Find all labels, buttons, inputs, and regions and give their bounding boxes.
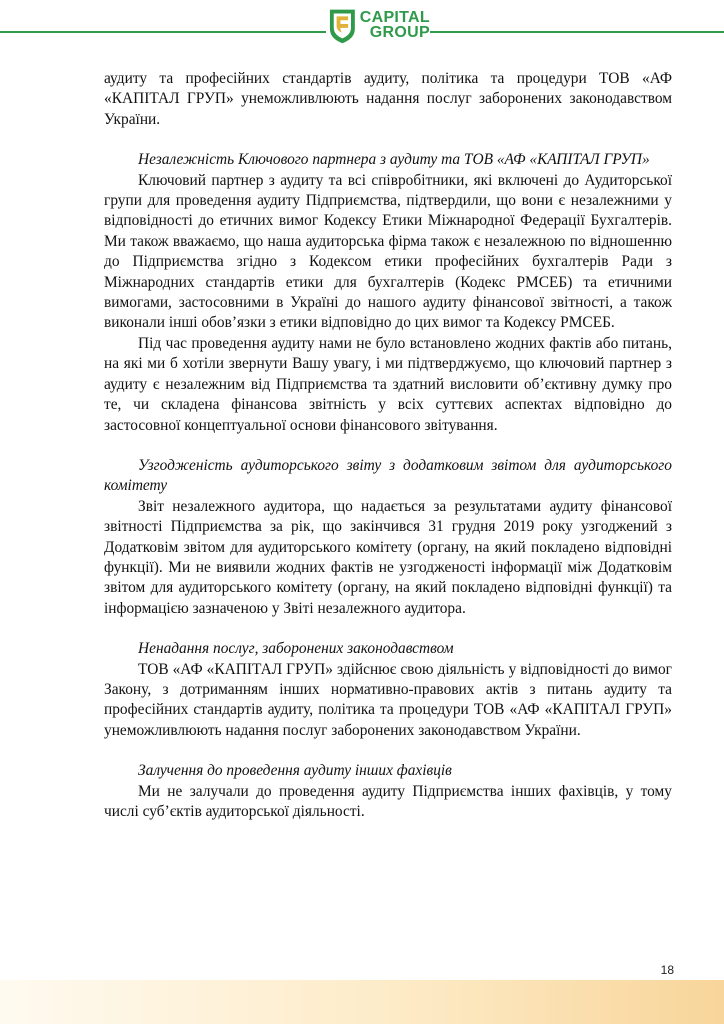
capital-group-emblem-icon: [328, 5, 357, 45]
paragraph: Ключовий партнер з аудиту та всі співробітники, які включені до Аудиторської групи для проведення аудиту Підприємства, підтвердили, що вони є незалежними у відповідності до етичних вимог Кодексу Етики Міжнародної Федерації Бухгалтерів. Ми також вважаємо, що наша аудиторська фірма також є незалежною по відношенню до Підприємства згідно з Кодексом етики професійних бухгалтерів Ради з Міжнародних стандартів етики для бухгалтерів (Кодекс РМСЕБ) та етичними вимогами, застосовними в Україні до нашого аудиту фінансової звітності, а також виконали інші обов’язки з етики відповідно до цих вимог та Кодексу РМСЕБ.: [104, 171, 672, 332]
company-logo: [326, 4, 430, 46]
logo-text-line1: CAPITAL: [359, 9, 430, 26]
paragraph: аудиту та професійних стандартів аудиту, політика та процедури ТОВ «АФ «КАПІТАЛ ГРУП» унеможливлюють надання послуг заборонених законодавством України.: [104, 70, 672, 128]
section-heading-prohibited-services: Ненадання послуг, заборонених законодавством: [138, 640, 454, 658]
document-body: [104, 69, 672, 822]
paragraph: Звіт незалежного аудитора, що надається за результатами аудиту фінансової звітності Підприємства за рік, що закінчився 31 грудня 2019 року узгоджений з Додатковім звітом для аудиторського комітету (органу, на який покладено відповідні функції). Ми не виявили жодних фактів не узгодженості інформації між Додатковім звітом для аудиторського комітету (органу, на який покладено відповідні функції) та інформацією зазначеною у Звіті незалежного аудитора.: [104, 497, 672, 617]
section-heading-consistency: Узгодженість аудиторського звіту з додатковим звітом для аудиторського комітету: [104, 456, 672, 495]
page-number: 18: [660, 963, 674, 977]
footer-band: [0, 980, 724, 1024]
paragraph: ТОВ «АФ «КАПІТАЛ ГРУП» здійснює свою діяльність у відповідності до вимог Закону, з дотриманням інших нормативно-правових актів з питань аудиту та професійних стандартів аудиту, політика та процедури ТОВ «АФ «КАПІТАЛ ГРУП» унеможливлюють надання послуг заборонених законодавством України.: [104, 660, 672, 739]
paragraph: Ми не залучали до проведення аудиту Підприємства інших фахівців, у тому числі суб’єктів аудиторської діяльності.: [104, 782, 672, 820]
logo-text-line2: GROUP: [369, 24, 430, 41]
paragraph: Під час проведення аудиту нами не було встановлено жодних фактів або питань, на які ми б хотіли звернути Вашу увагу, і ми підтверджуємо, що ключовий партнер з аудиту є незалежним від Підприємства та здатний висловити об’єктивну думку про те, чи складена фінансова звітність у всіх суттєвих аспектах відповідно до застосовної концептуальної основи фінансового звітування.: [104, 334, 672, 434]
section-heading-other-specialists: Залучення до проведення аудиту інших фахівців: [138, 762, 452, 780]
section-heading-independence: Незалежність Ключового партнера з аудиту та ТОВ «АФ «КАПІТАЛ ГРУП»: [138, 151, 650, 169]
